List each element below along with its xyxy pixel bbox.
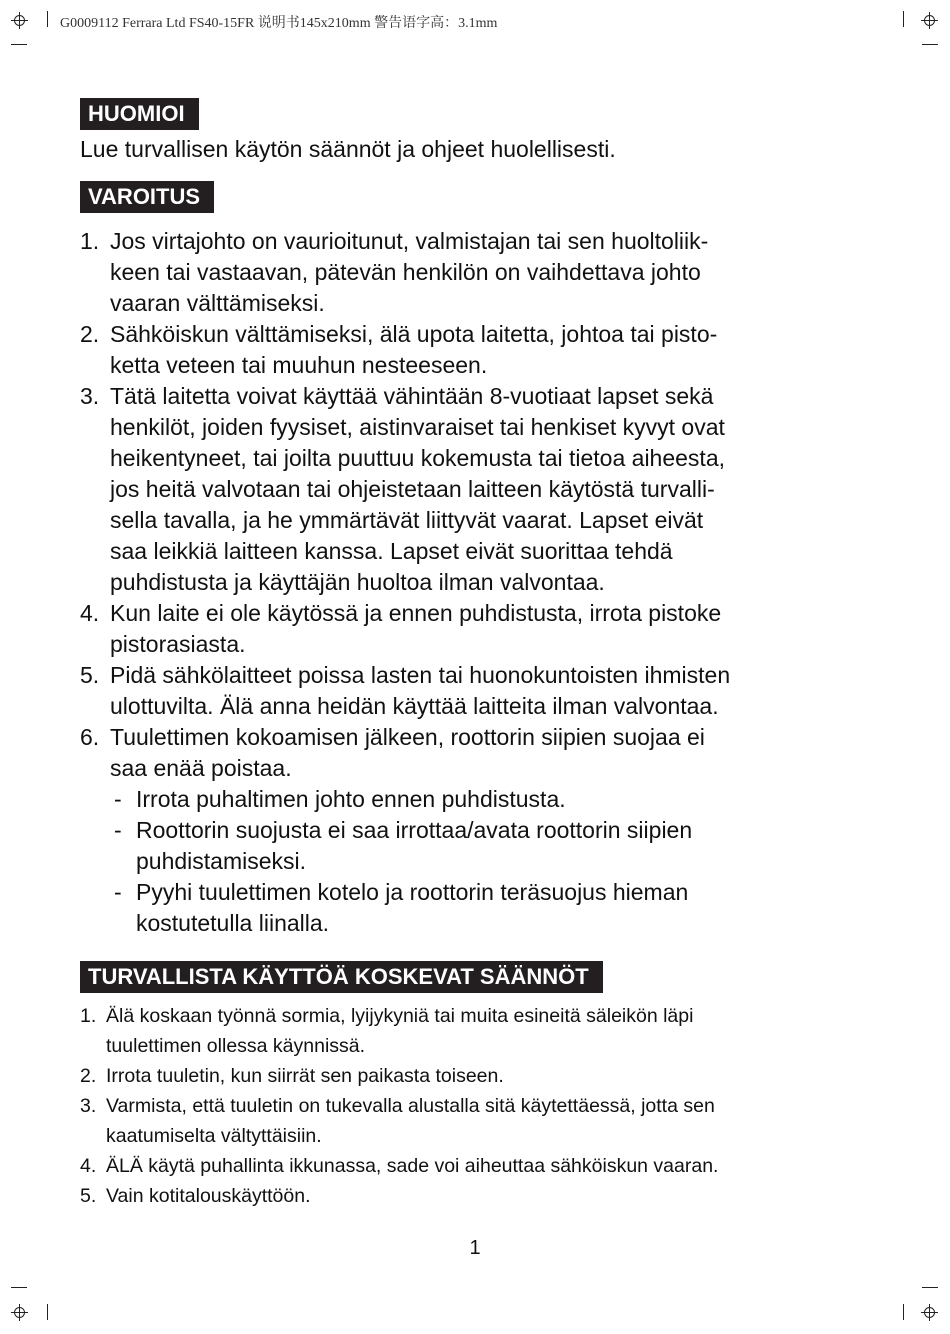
varoitus-item bbox=[80, 381, 840, 598]
varoitus-item bbox=[80, 722, 840, 939]
varoitus-item bbox=[80, 319, 840, 381]
subitem-dash: - bbox=[114, 879, 122, 905]
varoitus-list bbox=[80, 226, 840, 939]
varoitus-subitem bbox=[114, 877, 840, 939]
item-line: sella tavalla, ja he ymmärtävät liittyvät vaarat. Lapset eivät bbox=[110, 507, 704, 533]
item-line: Varmista, että tuuletin on tukevalla alustalla sitä käytettäessä, jotta sen bbox=[106, 1095, 715, 1117]
varoitus-subitem bbox=[114, 784, 840, 815]
item-line: Pidä sähkölaitteet poissa lasten tai huonokuntoisten ihmisten bbox=[110, 662, 731, 688]
crop-mark-top-left-vertical bbox=[47, 11, 48, 27]
subitem-line: Roottorin suojusta ei saa irrottaa/avata roottorin siipien bbox=[136, 817, 693, 843]
item-line: vaaran välttämiseksi. bbox=[110, 290, 325, 316]
rules-item bbox=[80, 1091, 860, 1151]
item-line: puhdistusta ja käyttäjän huoltoa ilman valvontaa. bbox=[110, 569, 605, 595]
item-line: jos heitä valvotaan tai ohjeistetaan laitteen käytöstä turvalli- bbox=[110, 476, 715, 502]
item-line: saa leikkiä laitteen kanssa. Lapset eivät suorittaa tehdä bbox=[110, 538, 673, 564]
crop-mark-top-right-vertical bbox=[903, 11, 904, 27]
varoitus-item bbox=[80, 226, 840, 319]
item-number: 1. bbox=[80, 228, 100, 254]
item-line: pistorasiasta. bbox=[110, 631, 246, 657]
crop-mark-bottom-right-vertical bbox=[903, 1304, 904, 1320]
item-number: 4. bbox=[80, 1155, 97, 1177]
subitem-line: Irrota puhaltimen johto ennen puhdistusta. bbox=[136, 786, 566, 812]
item-line: Jos virtajohto on vaurioitunut, valmistajan tai sen huoltoliik- bbox=[110, 228, 709, 254]
rules-item bbox=[80, 1001, 860, 1061]
item-number: 5. bbox=[80, 1185, 97, 1207]
item-line: henkilöt, joiden fyysiset, aistinvaraiset tai henkiset kyvyt ovat bbox=[110, 414, 725, 440]
printer-slug-line: G0009112 Ferrara Ltd FS40-15FR 说明书145x210mm 警告语字高：3.1mm bbox=[60, 16, 498, 31]
item-line: heikentyneet, tai joilta puuttuu kokemusta tai tietoa aiheesta, bbox=[110, 445, 726, 471]
crop-mark-bottom-left-horizontal bbox=[11, 1287, 27, 1288]
item-line: Tätä laitetta voivat käyttää vähintään 8-vuotiaat lapset sekä bbox=[110, 383, 714, 409]
item-line: ketta veteen tai muuhun nesteeseen. bbox=[110, 352, 488, 378]
item-line: Sähköiskun välttämiseksi, älä upota laitetta, johtoa tai pisto- bbox=[110, 321, 718, 347]
registration-mark-bottom-right bbox=[921, 1304, 938, 1321]
item-line: Älä koskaan työnnä sormia, lyijykyniä tai muita esineitä säleikön läpi bbox=[106, 1005, 694, 1027]
huomioi-text: Lue turvallisen käytön säännöt ja ohjeet huolellisesti. bbox=[80, 136, 616, 162]
varoitus-item bbox=[80, 660, 840, 722]
item-number: 4. bbox=[80, 600, 100, 626]
subitem-dash: - bbox=[114, 817, 122, 843]
item-line: Kun laite ei ole käytössä ja ennen puhdistusta, irrota pistoke bbox=[110, 600, 722, 626]
item-number: 3. bbox=[80, 1095, 97, 1117]
huomioi-heading: HUOMIOI bbox=[80, 98, 199, 130]
item-number: 3. bbox=[80, 383, 100, 409]
item-line: saa enää poistaa. bbox=[110, 755, 292, 781]
crop-mark-top-right-horizontal bbox=[922, 44, 938, 45]
varoitus-subitem bbox=[114, 815, 840, 877]
page-number: 1 bbox=[469, 1237, 481, 1259]
item-line: ulottuvilta. Älä anna heidän käyttää laitteita ilman valvontaa. bbox=[110, 693, 719, 719]
item-number: 5. bbox=[80, 662, 100, 688]
item-line: kaatumiselta vältyttäisiin. bbox=[106, 1125, 322, 1147]
rules-item bbox=[80, 1151, 860, 1181]
item-line: ÄLÄ käytä puhallinta ikkunassa, sade voi aiheuttaa sähköiskun vaaran. bbox=[106, 1155, 719, 1177]
crop-mark-bottom-left-vertical bbox=[47, 1304, 48, 1320]
rules-item bbox=[80, 1061, 860, 1091]
registration-mark-bottom-left bbox=[11, 1304, 28, 1321]
item-line: Irrota tuuletin, kun siirrät sen paikasta toiseen. bbox=[106, 1065, 504, 1087]
registration-mark-top-right bbox=[921, 12, 938, 29]
item-line: Vain kotitalouskäyttöön. bbox=[106, 1185, 311, 1207]
subitem-dash: - bbox=[114, 786, 122, 812]
varoitus-heading: VAROITUS bbox=[80, 181, 214, 213]
crop-mark-top-left-horizontal bbox=[11, 44, 27, 45]
subitem-line: Pyyhi tuulettimen kotelo ja roottorin teräsuojus hieman bbox=[136, 879, 689, 905]
item-line: Tuulettimen kokoamisen jälkeen, roottorin siipien suojaa ei bbox=[110, 724, 705, 750]
item-line: keen tai vastaavan, pätevän henkilön on vaihdettava johto bbox=[110, 259, 701, 285]
rules-heading: TURVALLISTA KÄYTTÖÄ KOSKEVAT SÄÄNNÖT bbox=[80, 961, 603, 993]
varoitus-item bbox=[80, 598, 840, 660]
subitem-line: kostutetulla liinalla. bbox=[136, 910, 330, 936]
item-number: 2. bbox=[80, 321, 100, 347]
subitem-line: puhdistamiseksi. bbox=[136, 848, 307, 874]
item-number: 2. bbox=[80, 1065, 97, 1087]
registration-mark-top-left bbox=[11, 12, 28, 29]
item-number: 6. bbox=[80, 724, 100, 750]
rules-item bbox=[80, 1181, 860, 1211]
crop-mark-bottom-right-horizontal bbox=[922, 1287, 938, 1288]
item-line: tuulettimen ollessa käynnissä. bbox=[106, 1035, 366, 1057]
rules-list bbox=[80, 1001, 860, 1211]
item-number: 1. bbox=[80, 1005, 97, 1027]
